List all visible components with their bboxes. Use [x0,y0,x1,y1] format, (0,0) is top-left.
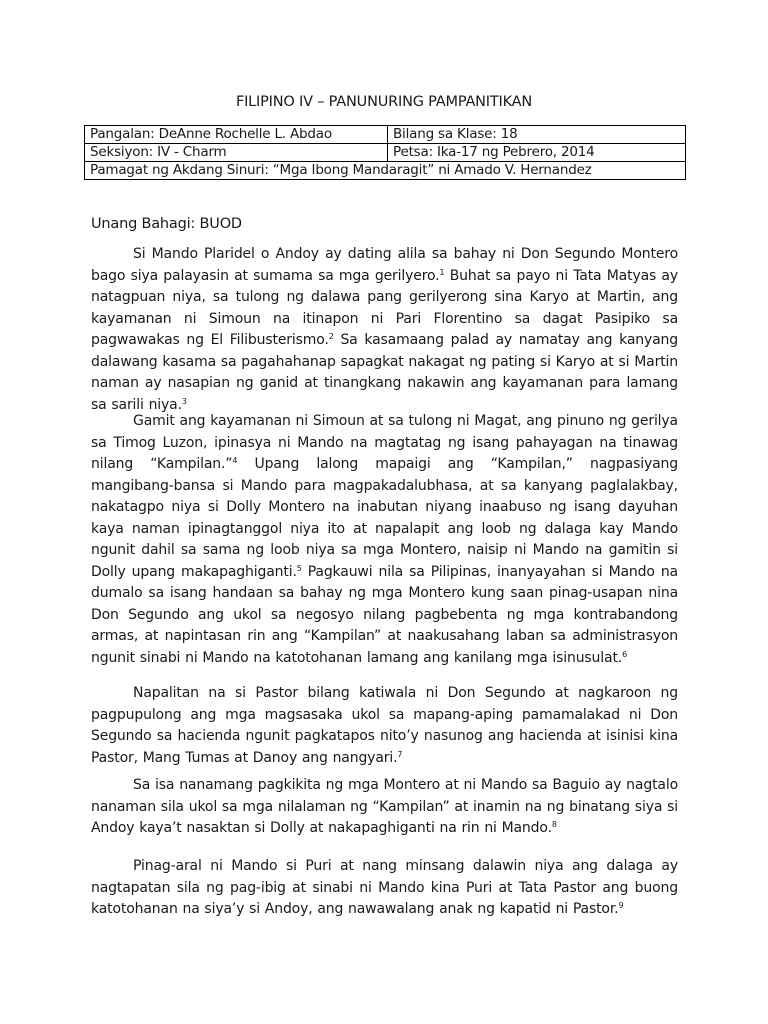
paragraph-text: Pinag-aral ni Mando si Puri at nang minsang dalawin niya ang dalaga ay nagtapatan sila ng pag-ibig at sinabi ni Mando kina Puri at Tata Pastor ang buong katotohanan na siya’y si Andoy, ang nawawalang anak ng kapatid ni Pastor. [91,858,678,917]
paragraph-text: Sa kasamaang palad ay namatay ang kanyang dalawang kasama sa pagahahanap sapagkat nakagat ng pating si Karyo at si Martin naman ay nasapian ng ganid at tinangkang nakawin ang kayamanan para lamang sa sarili niya. [91,332,679,413]
footnote-ref: 7 [397,749,403,759]
paragraph-text: Napalitan na si Pastor bilang katiwala ni Don Segundo at nagkaroon ng pagpupulong ang mga magsasaka ukol sa mapang-aping pamamalakad ni Don Segundo sa hacienda ngunit pagkatapos nito’y nasunog ang hacienda at isinisi kina Pastor, Mang Tumas at Danoy ang nangyari. [91,685,678,766]
bilang-cell: Bilang sa Klase: 18 [388,126,686,144]
info-row [85,162,686,180]
footnote-ref: 6 [622,649,628,659]
paragraph-3 [91,683,678,769]
paragraph-4 [91,775,678,840]
info-row [85,126,686,144]
petsa-cell: Petsa: Ika-17 ng Pebrero, 2014 [388,144,686,162]
paragraph-text: Buhat sa payo ni Tata Matyas ay natagpuan niya, sa tulong ng dalawa pang gerilyerong sina Karyo at Martin, ang kayamanan ni Simoun na itinapon ni Pari Florentino sa dagat Pasipiko sa pagwawakas ng El Filibusterismo. [91,267,678,348]
footnote-ref: 1 [439,267,445,277]
paragraph-text: Pagkauwi nila sa Pilipinas, inanyayahan si Mando na dumalo sa isang handaan sa bahay ng mga Montero kung saan pinag-usapan nina Don Segundo ang ukol sa negosyo nilang pagbebenta ng mga kontrabandong armas, at napintasan rin ang “Kampilan” at naakusahang laban sa administrasyon ngunit sinabi ni Mando na katotohanan lamang ang kanilang mga isinusulat. [91,563,678,666]
pamagat-cell: Pamagat ng Akdang Sinuri: “Mga Ibong Mandaragit” ni Amado V. Hernandez [85,162,686,180]
paragraph-text: Upang lalong mapaigi ang “Kampilan,” nagpasiyang mangibang-bansa si Mando para magpakadalubhasa, at sa kanyang paglalakbay, nakatagpo niya si Dolly Montero na inabutan niyang inaabuso ng isang dayuhan kaya naman ipinagtanggol niya ito at napalapit ang loob ng dalaga kay Mando ngunit dahil sa sama ng loob niya sa mga Montero, naisip ni Mando na gamitin si Dolly upang makapaghiganti. [91,456,678,580]
footnote-ref: 5 [296,563,302,573]
document-title: FILIPINO IV – PANUNURING PAMPANITIKAN [235,94,533,110]
info-row [85,144,686,162]
section-heading: Unang Bahagi: BUOD [91,216,242,232]
footnote-ref: 8 [551,820,557,829]
footnote-ref: 3 [181,396,187,406]
paragraph-text: Si Mando Plaridel o Andoy ay dating alila sa bahay ni Don Segundo Montero bago siya palayasin at sumama sa mga gerilyero. [91,246,678,284]
paragraph-5 [91,856,678,921]
pangalan-cell: Pangalan: DeAnne Rochelle L. Abdao [85,126,388,144]
paragraph-1 [91,244,678,416]
paragraph-2 [91,411,678,669]
seksiyon-cell: Seksiyon: IV - Charm [85,144,388,162]
info-table [84,125,686,180]
footnote-ref: 4 [232,456,238,465]
paragraph-text: Sa isa nanamang pagkikita ng mga Montero at ni Mando sa Baguio ay nagtalo nanaman sila ukol sa mga nilalaman ng “Kampilan” at inamin na ng binatang siya si Andoy kaya’t nasaktan si Dolly at nakapaghiganti na rin ni Mando. [91,777,678,836]
footnote-ref: 9 [618,901,624,910]
paragraph-text: Gamit ang kayamanan ni Simoun at sa tulong ni Magat, ang pinuno ng gerilya sa Timog Luzon, ipinasya ni Mando na magtatag ng isang pahayagan na tinawag nilang “Kampilan.” [91,413,678,472]
footnote-ref: 2 [328,332,334,341]
